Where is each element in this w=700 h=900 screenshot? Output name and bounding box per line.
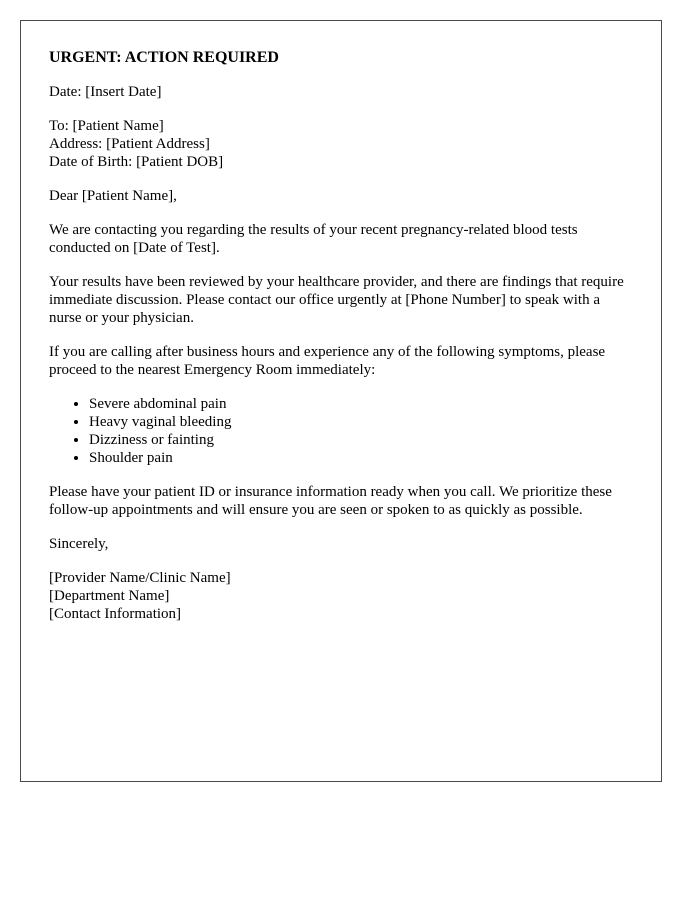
recipient-address: Address: [Patient Address] bbox=[49, 136, 210, 152]
signature-contact: [Contact Information] bbox=[49, 606, 182, 622]
symptom-list-item: • Heavy vaginal bleeding bbox=[89, 413, 633, 431]
date-line: Date: [Insert Date] bbox=[49, 84, 162, 100]
body-paragraph-contact: Your results have been reviewed by your healthcare provider, and there are findings that require immediate discussion. Please contact our office urgently at [Phone Number] to speak with a nurse or your physician. bbox=[49, 274, 624, 326]
recipient-block bbox=[49, 117, 633, 171]
body-paragraph-emergency: If you are calling after business hours and experience any of the following symptoms, please proceed to the nearest Emergency Room immediately: bbox=[49, 344, 606, 378]
closing-paragraph: Please have your patient ID or insurance information ready when you call. We prioritize these follow-up appointments and will ensure you are seen or spoken to as quickly as possible. bbox=[49, 484, 612, 518]
signature-block bbox=[49, 569, 633, 623]
signature-provider: [Provider Name/Clinic Name] bbox=[49, 570, 231, 586]
letter-page bbox=[20, 20, 662, 782]
recipient-dob: Date of Birth: [Patient DOB] bbox=[49, 154, 224, 170]
symptom-list-item: • Dizziness or fainting bbox=[89, 431, 633, 449]
symptom-list-item: • Shoulder pain bbox=[89, 449, 633, 467]
symptom-list bbox=[49, 395, 633, 467]
salutation: Dear [Patient Name], bbox=[49, 188, 177, 204]
symptom-list-item: • Severe abdominal pain bbox=[89, 395, 633, 413]
recipient-to: To: [Patient Name] bbox=[49, 118, 164, 134]
body-paragraph-results: We are contacting you regarding the results of your recent pregnancy-related blood tests conducted on [Date of Test]. bbox=[49, 222, 578, 256]
signoff: Sincerely, bbox=[49, 536, 109, 552]
signature-department: [Department Name] bbox=[49, 588, 170, 604]
letter-heading: URGENT: ACTION REQUIRED bbox=[49, 49, 279, 66]
